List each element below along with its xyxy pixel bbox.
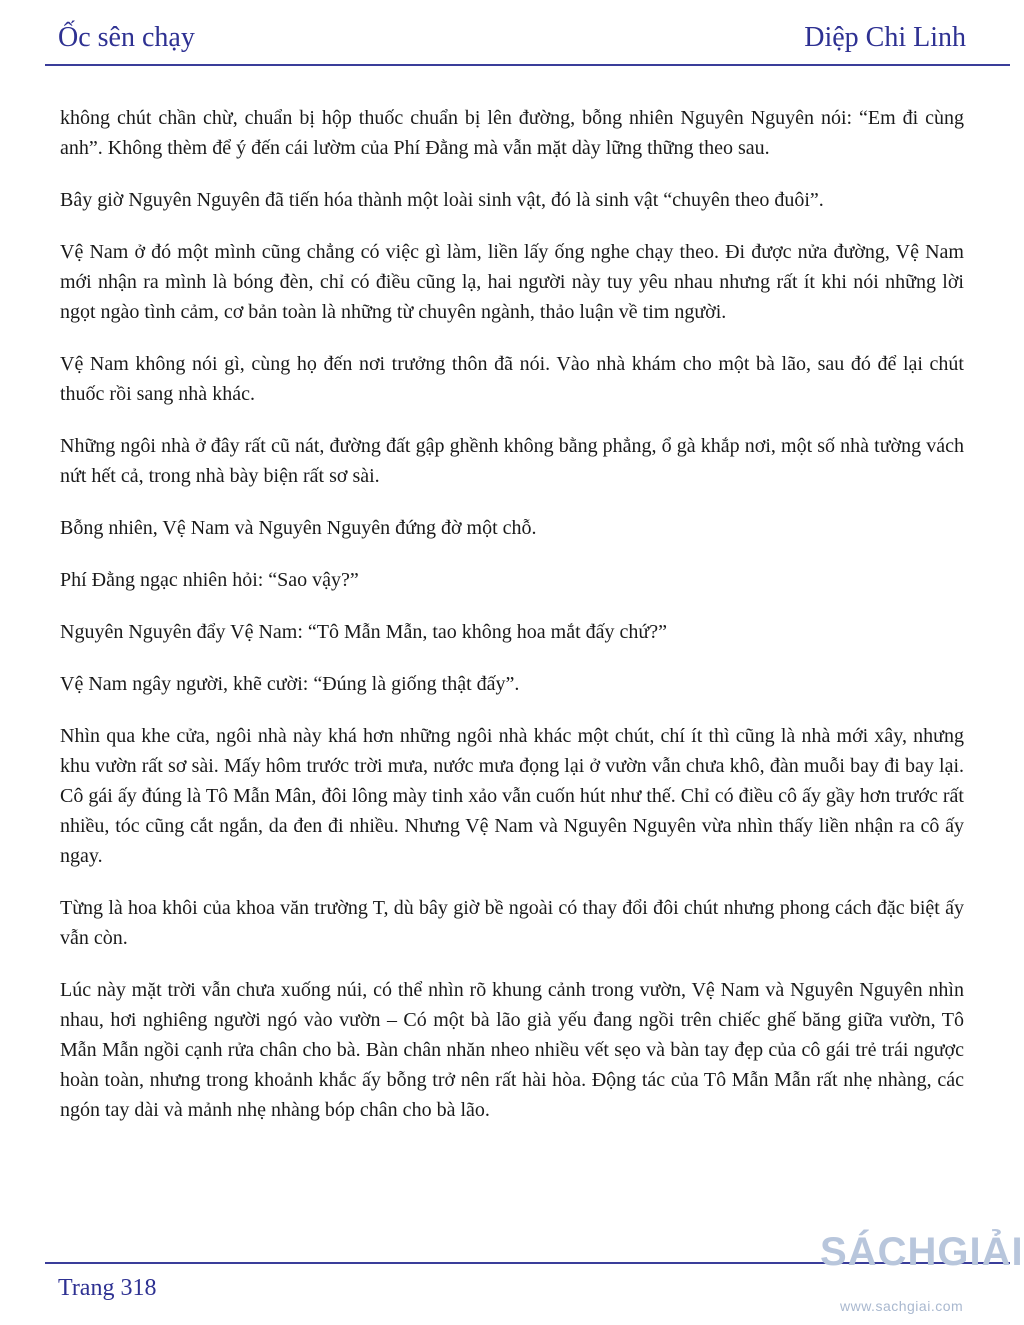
paragraph: Vệ Nam ngây người, khẽ cười: “Đúng là giống thật đấy”. <box>60 673 520 695</box>
watermark <box>820 1230 1024 1320</box>
author-name: Diệp Chi Linh <box>804 22 966 53</box>
paragraph: Nguyên Nguyên đẩy Vệ Nam: “Tô Mẫn Mẫn, tao không hoa mắt đấy chứ?” <box>60 621 667 643</box>
page-body <box>60 103 964 1147</box>
page-number: Trang 318 <box>58 1275 157 1301</box>
paragraph: Vệ Nam ở đó một mình cũng chẳng có việc gì làm, liền lấy ống nghe chạy theo. Đi được nửa đường, Vệ Nam mới nhận ra mình là bóng đèn, chỉ có điều cũng lạ, hai người này tuy yêu nhau nhưng rất ít khi nói những lời ngọt ngào tình cảm, cơ bản toàn là những từ chuyên ngành, thảo luận về tim người. <box>60 241 964 323</box>
header-divider <box>45 64 1010 66</box>
paragraph: Vệ Nam không nói gì, cùng họ đến nơi trưởng thôn đã nói. Vào nhà khám cho một bà lão, sau đó để lại chút thuốc rồi sang nhà khác. <box>60 353 964 405</box>
paragraph: Từng là hoa khôi của khoa văn trường T, dù bây giờ bề ngoài có thay đổi đôi chút nhưng phong cách đặc biệt ấy vẫn còn. <box>60 897 964 949</box>
page-header <box>58 22 966 62</box>
paragraph: không chút chần chừ, chuẩn bị hộp thuốc chuẩn bị lên đường, bỗng nhiên Nguyên Nguyên nói: “Em đi cùng anh”. Không thèm để ý đến cái lườm của Phí Đằng mà vẫn mặt dày lững thững theo sau. <box>60 107 964 159</box>
paragraph: Lúc này mặt trời vẫn chưa xuống núi, có thể nhìn rõ khung cảnh trong vườn, Vệ Nam và Nguyên Nguyên nhìn nhau, hơi nghiêng người ngó vào vườn – Có một bà lão già yếu đang ngồi trên chiếc ghế băng giữa vườn, Tô Mẫn Mẫn ngồi cạnh rửa chân cho bà. Bàn chân nhăn nheo nhiều vết sẹo và bàn tay đẹp của cô gái trẻ trái ngược hoàn toàn, nhưng trong khoảnh khắc ấy bỗng trở nên rất hài hòa. Động tác của Tô Mẫn Mẫn rất nhẹ nhàng, các ngón tay dài và mảnh nhẹ nhàng bóp chân cho bà lão. <box>60 979 964 1121</box>
watermark-logo: SÁCHGIẢI <box>820 1230 1024 1274</box>
paragraph: Bây giờ Nguyên Nguyên đã tiến hóa thành một loài sinh vật, đó là sinh vật “chuyên theo đuôi”. <box>60 189 824 211</box>
paragraph: Những ngôi nhà ở đây rất cũ nát, đường đất gập ghềnh không bằng phẳng, ổ gà khắp nơi, một số nhà tường vách nứt hết cả, trong nhà bày biện rất sơ sài. <box>60 435 964 487</box>
paragraph: Nhìn qua khe cửa, ngôi nhà này khá hơn những ngôi nhà khác một chút, chí ít thì cũng là nhà mới xây, nhưng khu vườn rất sơ sài. Mấy hôm trước trời mưa, nước mưa đọng lại ở vườn vẫn chưa khô, đàn muỗi bay đi bay lại. Cô gái ấy đúng là Tô Mẫn Mân, đôi lông mày tinh xảo vẫn cuốn hút như thế. Chỉ có điều cô ấy gầy hơn trước rất nhiều, tóc cũng cắt ngắn, da đen đi nhiều. Nhưng Vệ Nam và Nguyên Nguyên vừa nhìn thấy liền nhận ra cô ấy ngay. <box>60 725 964 867</box>
book-title: Ốc sên chạy <box>58 22 195 53</box>
paragraph: Bỗng nhiên, Vệ Nam và Nguyên Nguyên đứng đờ một chỗ. <box>60 517 537 539</box>
watermark-url: www.sachgiai.com <box>840 1298 964 1314</box>
paragraph: Phí Đằng ngạc nhiên hỏi: “Sao vậy?” <box>60 569 359 591</box>
